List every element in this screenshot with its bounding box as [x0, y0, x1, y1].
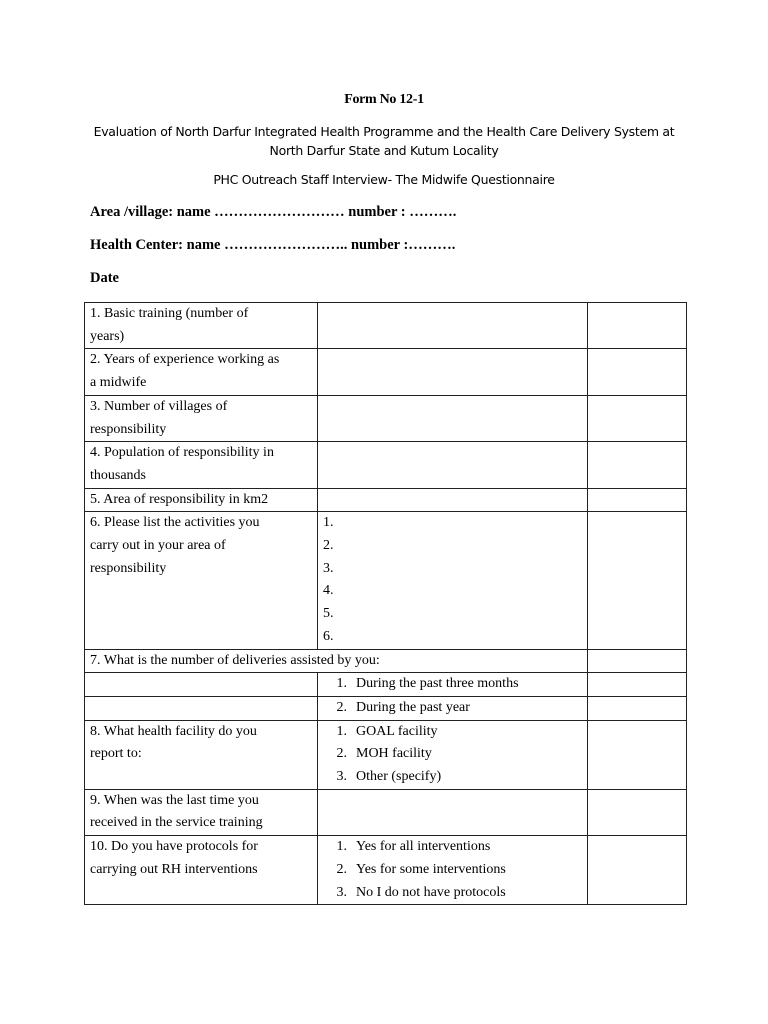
table-row: [85, 395, 687, 441]
option-text: During the past three months: [356, 676, 519, 692]
list-item: 6.: [323, 628, 334, 644]
table-row: [85, 488, 687, 512]
form-number: Form No 12-1: [344, 92, 424, 107]
list-item: 1.: [323, 515, 334, 531]
table-row: [85, 303, 687, 349]
notes-cell: [588, 303, 687, 349]
notes-cell: [588, 720, 687, 789]
question-text: 9. When was the last time you: [90, 792, 259, 808]
option-number: 1.: [336, 723, 347, 739]
question-text: 4. Population of responsibility in: [90, 445, 274, 461]
answer-cell: [318, 349, 588, 395]
question-text: 5. Area of responsibility in km2: [90, 491, 269, 507]
question-text: 6. Please list the activities you: [90, 515, 260, 531]
notes-cell: [588, 696, 687, 720]
evaluation-title-line2: North Darfur State and Kutum Locality: [269, 143, 499, 158]
notes-cell: [588, 395, 687, 441]
question-text: carrying out RH interventions: [90, 861, 258, 877]
question-cell: [85, 488, 318, 512]
question-text: carry out in your area of: [90, 538, 226, 554]
answer-cell: [318, 789, 588, 835]
list-item: [323, 743, 583, 766]
list-item: [323, 882, 583, 905]
notes-cell: [588, 488, 687, 512]
question-text: 8. What health facility do you: [90, 723, 257, 739]
list-item: 2.: [323, 538, 334, 554]
answer-cell: [318, 442, 588, 488]
answer-cell: [318, 303, 588, 349]
question-cell: [85, 349, 318, 395]
table-row: [85, 836, 687, 905]
table-row: [85, 649, 687, 673]
question-text: 7. What is the number of deliveries assisted by you:: [90, 652, 380, 668]
option-text: Yes for some interventions: [356, 861, 506, 877]
option-number: 2.: [336, 699, 347, 715]
question-cell: [85, 303, 318, 349]
table-row: [85, 789, 687, 835]
option-text: MOH facility: [356, 746, 432, 762]
option-number: 3.: [336, 884, 347, 900]
question-text: responsibility: [90, 421, 167, 437]
question-cell: [85, 442, 318, 488]
list-item: [323, 673, 583, 696]
option-text: During the past year: [356, 699, 470, 715]
health-center-field: Health Center: name …………………….. number :……….: [90, 237, 456, 253]
question-text: 2. Years of experience working as: [90, 352, 280, 368]
table-row: [85, 720, 687, 789]
list-item: [323, 721, 583, 744]
question-text: 10. Do you have protocols for: [90, 839, 258, 855]
option-text: GOAL facility: [356, 723, 438, 739]
question-cell: [85, 673, 318, 697]
notes-cell: [588, 512, 687, 649]
table-row: [85, 673, 687, 697]
option-number: 3.: [336, 769, 347, 785]
answer-cell: [318, 720, 588, 789]
question-text: a midwife: [90, 375, 147, 391]
list-item: [323, 697, 583, 720]
question-cell: [85, 512, 318, 649]
question-text: 3. Number of villages of: [90, 398, 228, 414]
list-item: [323, 836, 583, 859]
table-row: [85, 696, 687, 720]
notes-cell: [588, 836, 687, 905]
option-text: Other (specify): [356, 769, 442, 785]
question-cell: [85, 789, 318, 835]
option-number: 2.: [336, 746, 347, 762]
list-item: [323, 766, 583, 789]
table-row: [85, 442, 687, 488]
evaluation-title: [0, 122, 768, 160]
notes-cell: [588, 442, 687, 488]
table-row: [85, 512, 687, 649]
notes-cell: [588, 789, 687, 835]
question-text: years): [90, 328, 125, 344]
question-cell: [85, 649, 588, 673]
list-item: 4.: [323, 583, 334, 599]
question-cell: [85, 836, 318, 905]
notes-cell: [588, 673, 687, 697]
list-item: 5.: [323, 606, 334, 622]
option-text: Yes for all interventions: [356, 839, 491, 855]
answer-cell: [318, 488, 588, 512]
evaluation-title-line1: Evaluation of North Darfur Integrated Health Programme and the Health Care Delivery System at: [93, 124, 675, 139]
questionnaire-subtitle: PHC Outreach Staff Interview- The Midwife Questionnaire: [213, 172, 555, 187]
option-number: 1.: [336, 676, 347, 692]
option-number: 1.: [336, 839, 347, 855]
question-text: report to:: [90, 746, 142, 762]
answer-cell: [318, 836, 588, 905]
notes-cell: [588, 349, 687, 395]
list-item: [323, 859, 583, 882]
answer-cell: [318, 395, 588, 441]
option-text: No I do not have protocols: [356, 884, 506, 900]
date-field: Date: [90, 270, 119, 286]
list-item: 3.: [323, 560, 334, 576]
area-village-field: Area /village: name ……………………… number : ……….: [90, 204, 457, 220]
answer-cell: [318, 673, 588, 697]
option-number: 2.: [336, 861, 347, 877]
notes-cell: [588, 649, 687, 673]
questionnaire-table: [84, 302, 687, 905]
question-text: received in the service training: [90, 815, 263, 831]
answer-cell: [318, 512, 588, 649]
question-cell: [85, 696, 318, 720]
answer-cell: [318, 696, 588, 720]
question-cell: [85, 720, 318, 789]
table-row: [85, 349, 687, 395]
question-cell: [85, 395, 318, 441]
question-text: responsibility: [90, 560, 167, 576]
question-text: 1. Basic training (number of: [90, 306, 249, 321]
question-text: thousands: [90, 467, 146, 483]
